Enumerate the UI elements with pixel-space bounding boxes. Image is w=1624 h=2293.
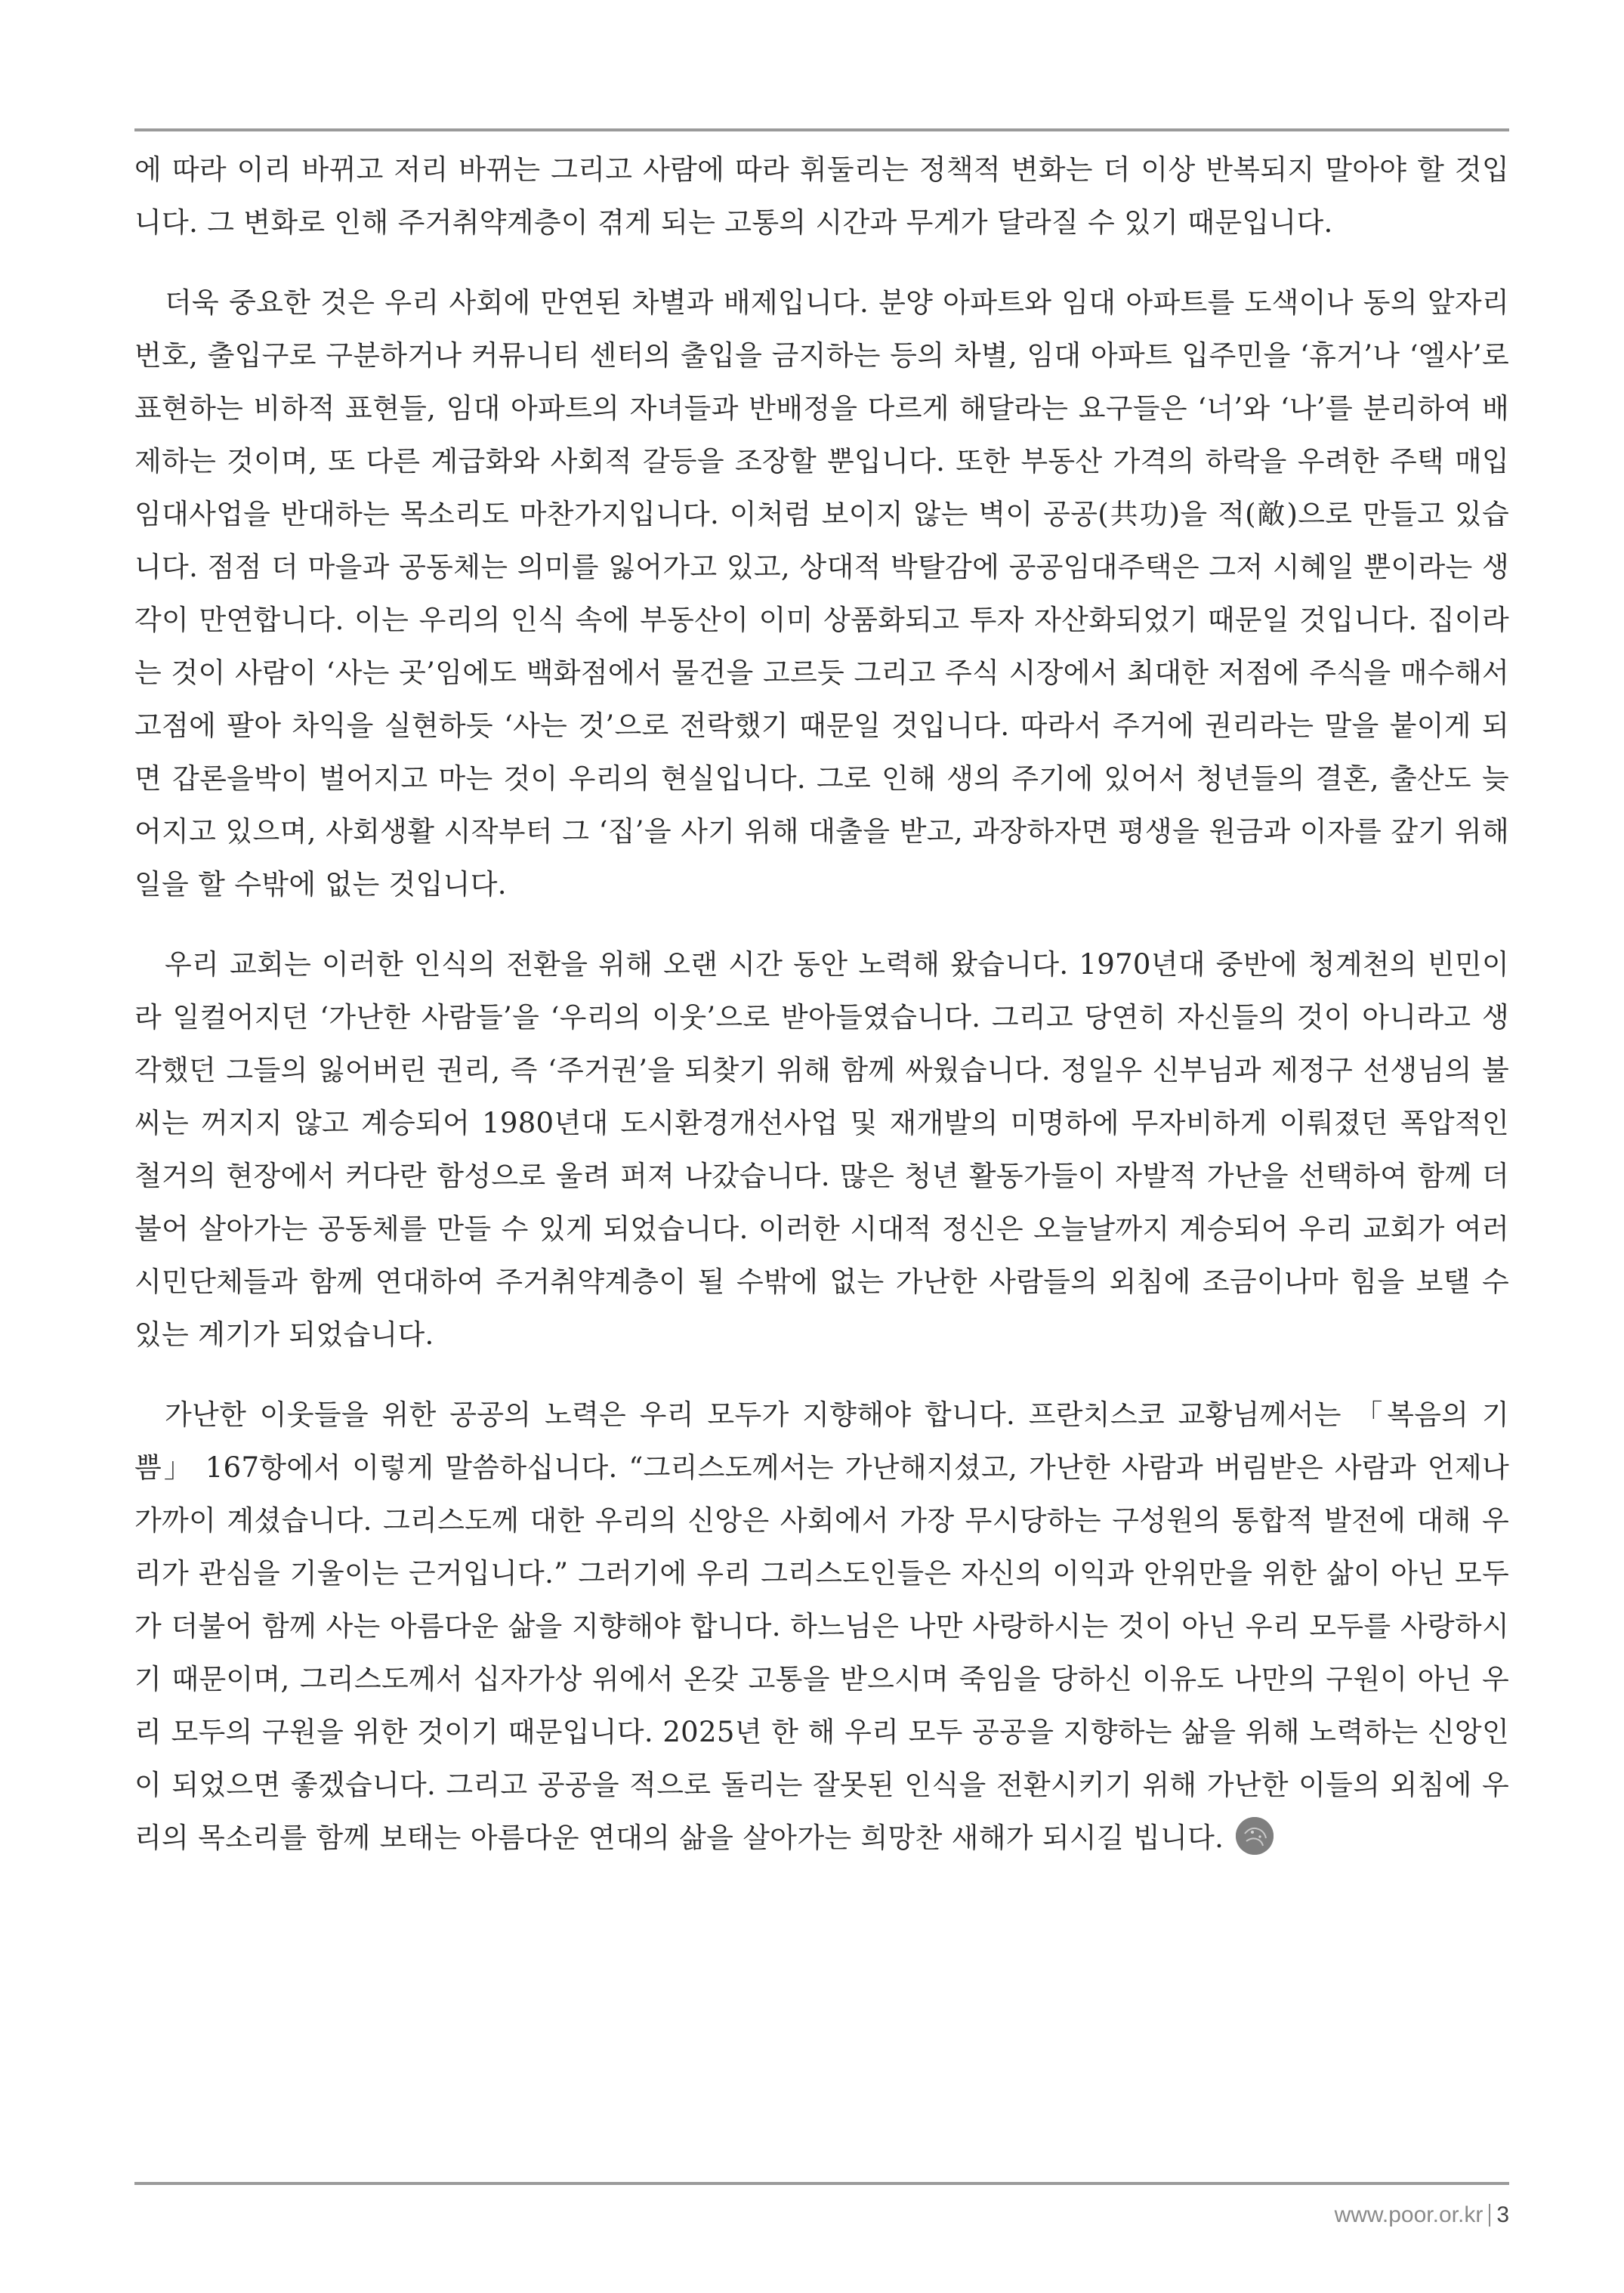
bottom-rule — [134, 2182, 1509, 2185]
paragraph-4-text: 가난한 이웃들을 위한 공공의 노력은 우리 모두가 지향해야 합니다. 프란치스코 교황님께서는 「복음의 기쁨」 167항에서 이렇게 말씀하십니다. “그리스도께서는 가난해지셨고, 가난한 사람과 버림받은 사람과 언제나 가까이 계셨습니다. 그리스도께 대한 우리의 신앙은 사회에서 가장 무시당하는 구성원의 통합적 발전에 대해 우리가 관심을 기울이는 근거입니다.” 그러기에 우리 그리스도인들은 자신의 이익과 안위만을 위한 삶이 아닌 모두가 더불어 함께 사는 아름다운 삶을 지향해야 합니다. 하느님은 나만 사랑하시는 것이 아닌 우리 모두를 사랑하시기 때문이며, 그리스도께서 십자가상 위에서 온갖 고통을 받으시며 죽임을 당하신 이유도 나만의 구원이 아닌 우리 모두의 구원을 위한 것이기 때문입니다. 2025년 한 해 우리 모두 공공을 지향하는 삶을 위해 노력하는 신앙인이 되었으면 좋겠습니다. 그리고 공공을 적으로 돌리는 잘못된 인식을 전환시키기 위해 가난한 이들의 외침에 우리의 목소리를 함께 보태는 아름다운 연대의 삶을 살아가는 희망찬 새해가 되시길 빕니다. — [134, 1398, 1509, 1854]
footer-url: www.poor.or.kr — [1334, 2202, 1484, 2227]
footer-separator — [1489, 2204, 1490, 2227]
paragraph-1: 에 따라 이리 바뀌고 저리 바뀌는 그리고 사람에 따라 휘둘리는 정책적 변화는 더 이상 반복되지 말아야 할 것입니다. 그 변화로 인해 주거취약계층이 겪게 되는 고통의 시간과 무게가 달라질 수 있기 때문입니다. — [134, 153, 1509, 239]
paragraph-3: 우리 교회는 이러한 인식의 전환을 위해 오랜 시간 동안 노력해 왔습니다. 1970년대 중반에 청계천의 빈민이라 일컬어지던 ‘가난한 사람들’을 ‘우리의 이웃’으로 받아들였습니다. 그리고 당연히 자신들의 것이 아니라고 생각했던 그들의 잃어버린 권리, 즉 ‘주거권’을 되찾기 위해 함께 싸웠습니다. 정일우 신부님과 제정구 선생님의 불씨는 꺼지지 않고 계승되어 1980년대 도시환경개선사업 및 재개발의 미명하에 무자비하게 이뤄졌던 폭압적인 철거의 현장에서 커다란 함성으로 울려 퍼져 나갔습니다. 많은 청년 활동가들이 자발적 가난을 선택하여 함께 더불어 살아가는 공동체를 만들 수 있게 되었습니다. 이러한 시대적 정신은 오늘날까지 계승되어 우리 교회가 여러 시민단체들과 함께 연대하여 주거취약계층이 될 수밖에 없는 가난한 사람들의 외침에 조금이나마 힘을 보탤 수 있는 계기가 되었습니다. — [134, 948, 1509, 1351]
end-of-article-icon — [1236, 1817, 1274, 1855]
top-rule — [134, 128, 1509, 131]
page-footer — [1335, 2202, 1509, 2228]
page-number: 3 — [1496, 2202, 1509, 2227]
article-body — [134, 144, 1509, 1892]
paragraph-4 — [134, 1389, 1509, 1865]
paragraph-2: 더욱 중요한 것은 우리 사회에 만연된 차별과 배제입니다. 분양 아파트와 임대 아파트를 도색이나 동의 앞자리 번호, 출입구로 구분하거나 커뮤니티 센터의 출입을 금지하는 등의 차별, 임대 아파트 입주민을 ‘휴거’나 ‘엘사’로 표현하는 비하적 표현들, 임대 아파트의 자녀들과 반배정을 다르게 해달라는 요구들은 ‘너’와 ‘나’를 분리하여 배제하는 것이며, 또 다른 계급화와 사회적 갈등을 조장할 뿐입니다. 또한 부동산 가격의 하락을 우려한 주택 매입임대사업을 반대하는 목소리도 마찬가지입니다. 이처럼 보이지 않는 벽이 공공(共功)을 적(敵)으로 만들고 있습니다. 점점 더 마을과 공동체는 의미를 잃어가고 있고, 상대적 박탈감에 공공임대주택은 그저 시혜일 뿐이라는 생각이 만연합니다. 이는 우리의 인식 속에 부동산이 이미 상품화되고 투자 자산화되었기 때문일 것입니다. 집이라는 것이 사람이 ‘사는 곳’임에도 백화점에서 물건을 고르듯 그리고 주식 시장에서 최대한 저점에 주식을 매수해서 고점에 팔아 차익을 실현하듯 ‘사는 것’으로 전락했기 때문일 것입니다. 따라서 주거에 권리라는 말을 붙이게 되면 갑론을박이 벌어지고 마는 것이 우리의 현실입니다. 그로 인해 생의 주기에 있어서 청년들의 결혼, 출산도 늦어지고 있으며, 사회생활 시작부터 그 ‘집’을 사기 위해 대출을 받고, 과장하자면 평생을 원금과 이자를 갚기 위해 일을 할 수밖에 없는 것입니다. — [134, 286, 1509, 901]
